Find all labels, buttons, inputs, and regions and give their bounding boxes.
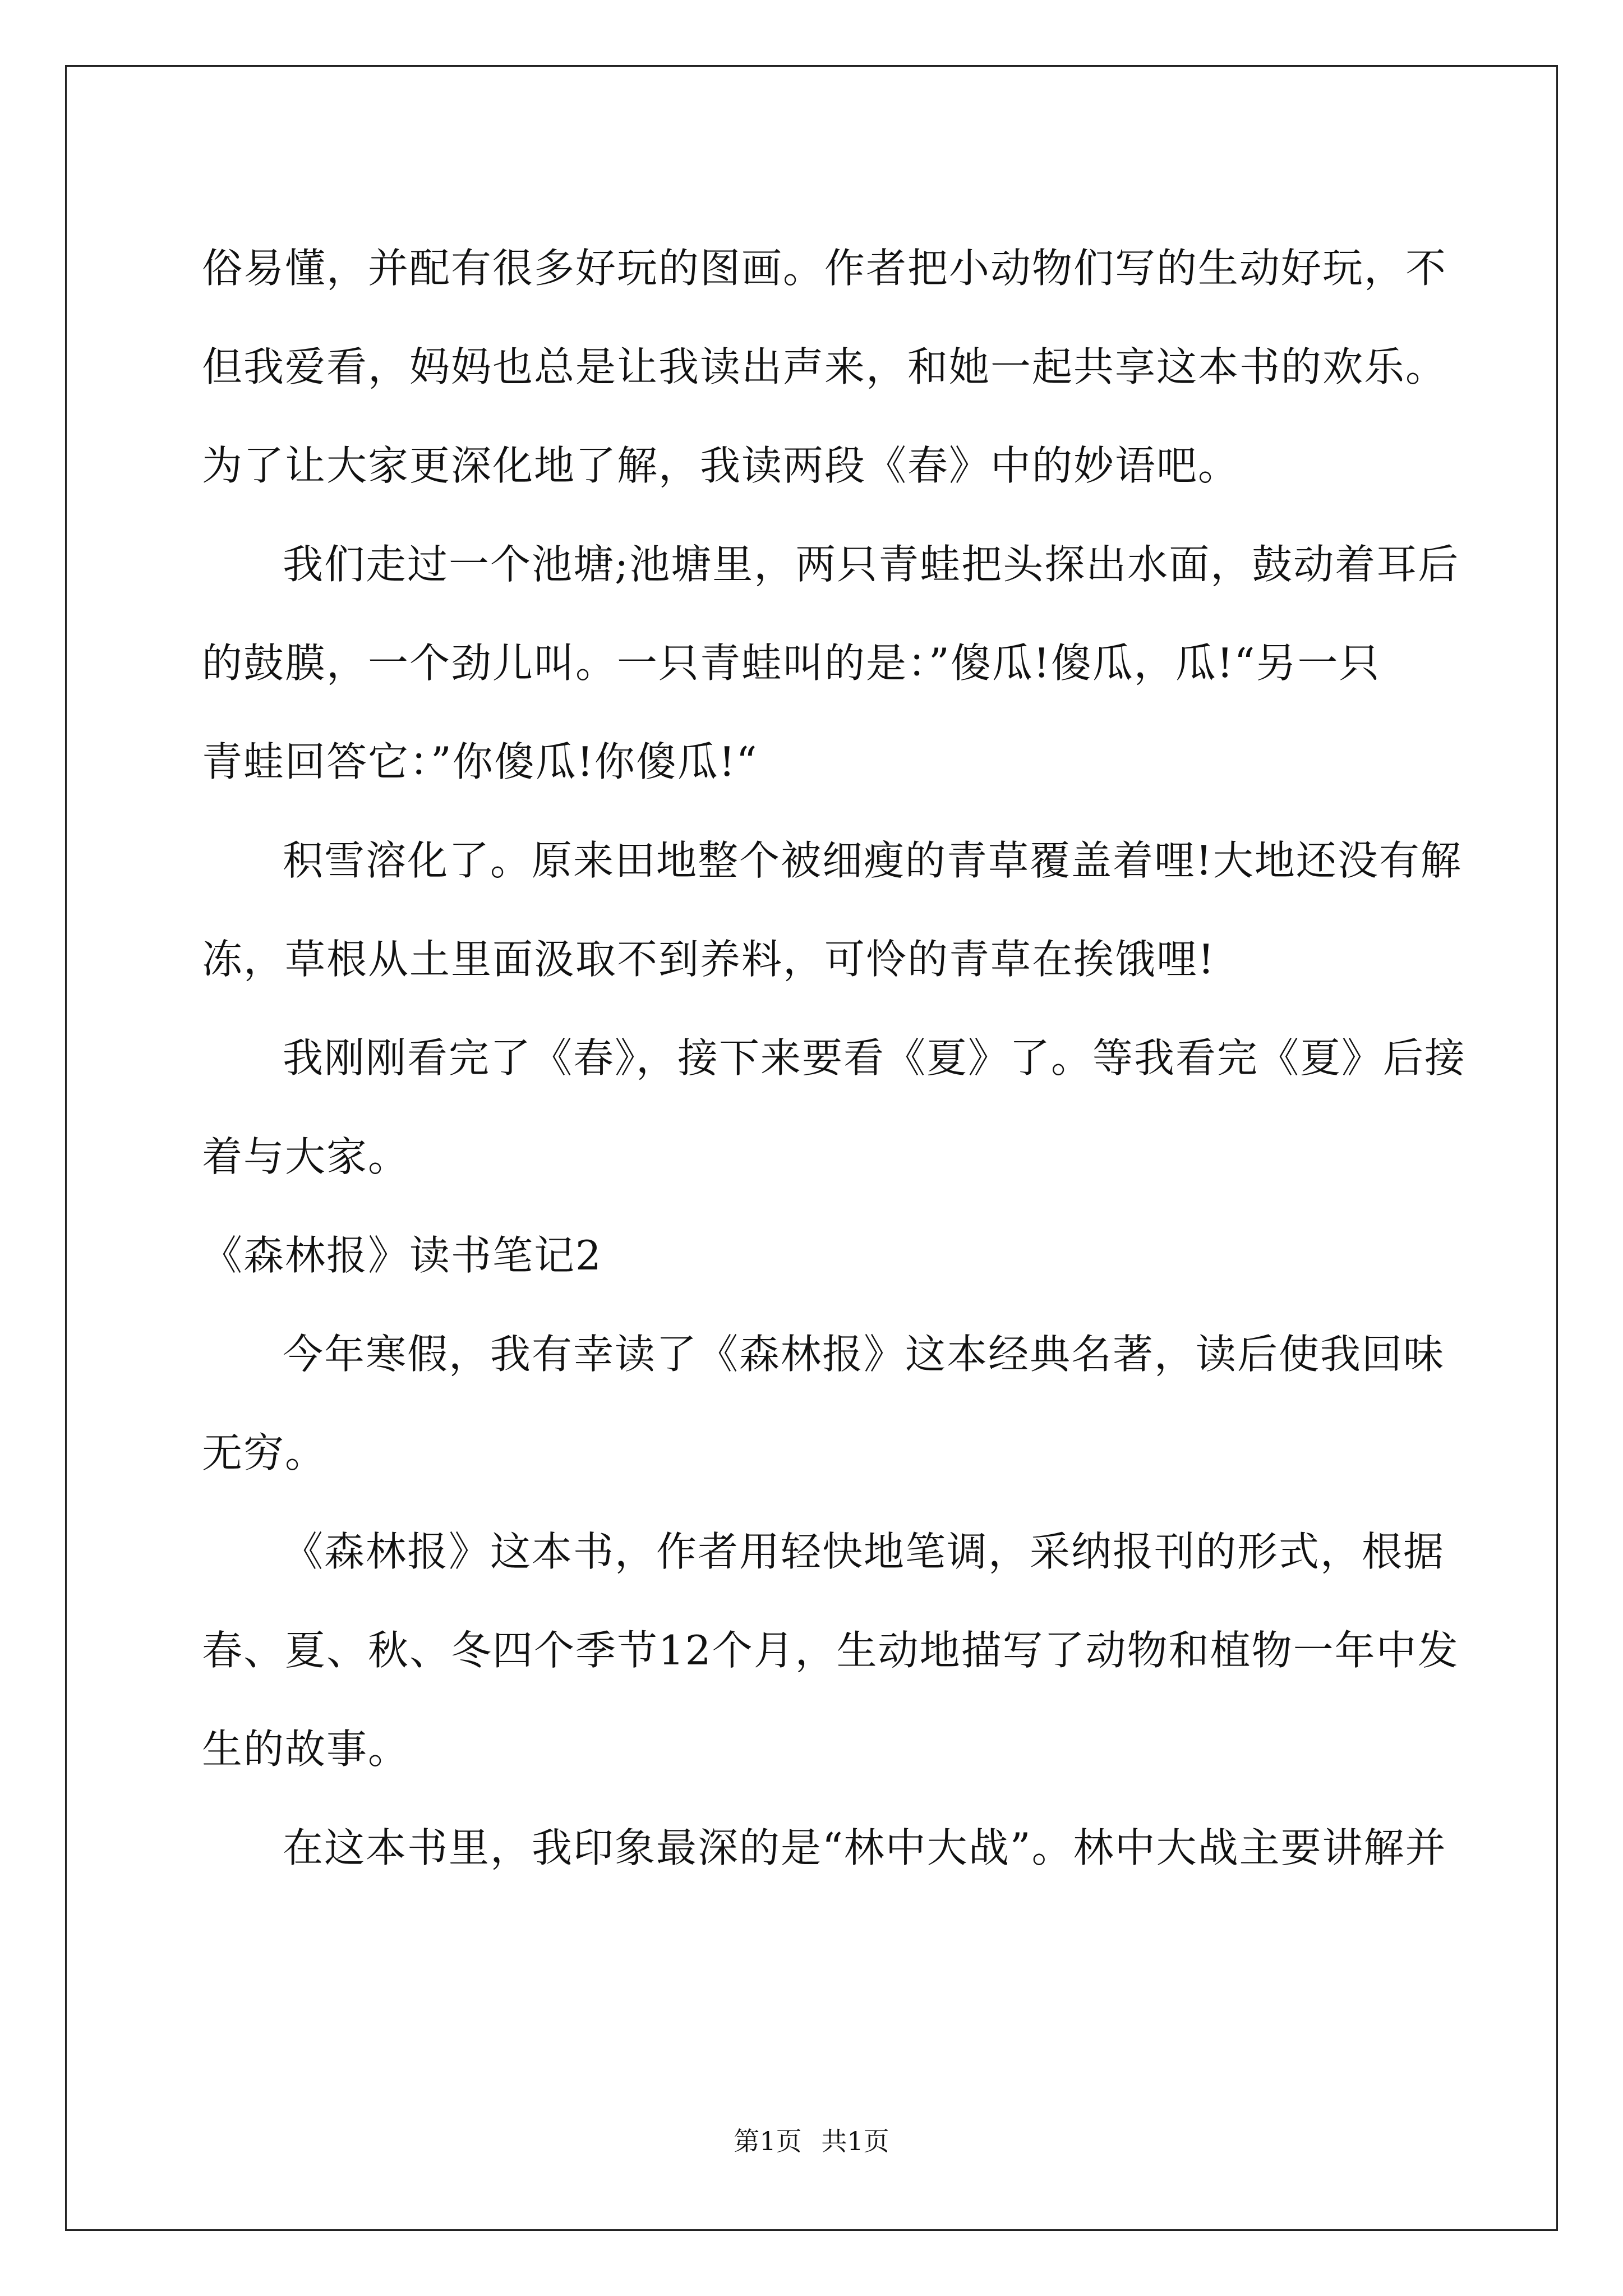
page-total: 共1页: [821, 2126, 889, 2156]
text-line: 我刚刚看完了《春》，接下来要看《夏》了。等我看完《夏》后接: [283, 1034, 1467, 1082]
text-line: 着与大家。: [202, 1133, 410, 1180]
text-line: 青蛙回答它：”你傻瓜!你傻瓜!“: [202, 738, 758, 785]
text-line: 我们走过一个池塘;池塘里，两只青蛙把头探出水面，鼓动着耳后: [283, 541, 1460, 588]
text-line: 春、夏、秋、冬四个季节12个月，生动地描写了动物和植物一年中发: [202, 1627, 1459, 1674]
text-line: 的鼓膜，一个劲儿叫。一只青蛙叫的是：”傻瓜!傻瓜，瓜!“另一只: [202, 639, 1381, 687]
page-footer: [0, 2124, 1623, 2158]
text-line: 生的故事。: [202, 1726, 410, 1773]
text-line: 在这本书里，我印象最深的是“林中大战”。林中大战主要讲解并: [283, 1824, 1447, 1871]
text-line: 今年寒假，我有幸读了《森林报》这本经典名著，读后使我回味: [283, 1331, 1445, 1378]
text-line: 冻，草根从土里面汲取不到养料，可怜的青草在挨饿哩!: [202, 936, 1215, 983]
page-number: 第1页: [734, 2126, 802, 2156]
text-line: 为了让大家更深化地了解，我读两段《春》中的妙语吧。: [202, 442, 1240, 489]
document-body: [202, 219, 1467, 1897]
text-line: 但我爱看，妈妈也总是让我读出声来，和她一起共享这本书的欢乐。: [202, 343, 1447, 390]
text-line: 《森林报》这本书，作者用轻快地笔调，采纳报刊的形式，根据: [283, 1528, 1445, 1575]
text-line: 俗易懂，并配有很多好玩的图画。作者把小动物们写的生动好玩，不: [202, 245, 1447, 292]
text-line: 无穷。: [202, 1429, 327, 1476]
text-line: 积雪溶化了。原来田地整个被细瘦的青草覆盖着哩!大地还没有解: [283, 837, 1462, 884]
section-heading: 《森林报》读书笔记2: [202, 1232, 602, 1279]
